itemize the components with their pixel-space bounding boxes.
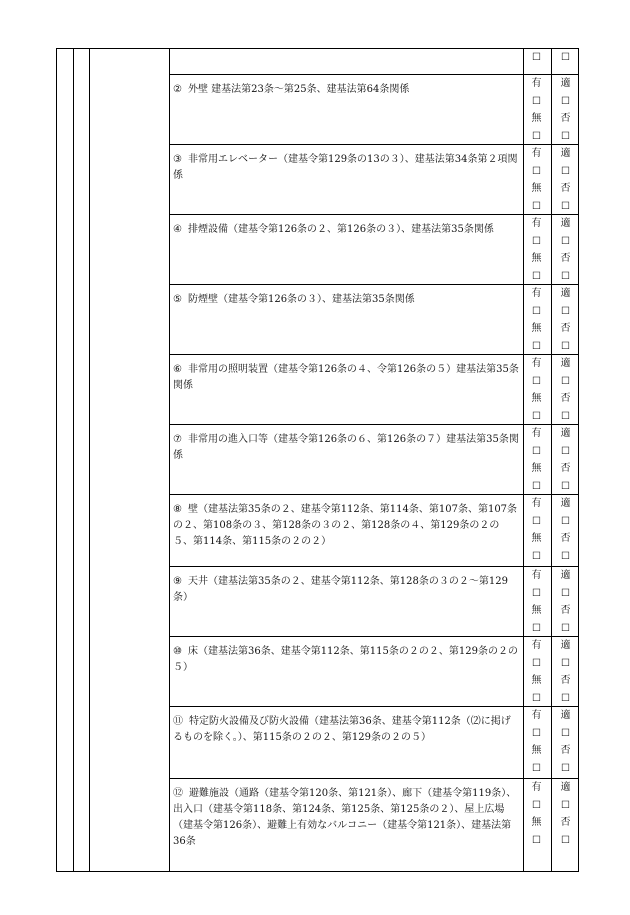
checkbox[interactable]: ☐ [532,762,541,774]
item-number: ③ [173,154,182,165]
compliance-column [553,75,578,144]
presence-column [524,567,549,636]
table-row [169,567,579,637]
item-description [173,502,519,550]
table-row [169,145,579,215]
check-label: 有 [531,570,542,581]
check-label: 有 [531,148,542,159]
check-label: 否 [560,183,571,194]
checkbox[interactable]: ☐ [532,834,541,846]
item-text: 非常用の照明装置（建基令第126条の４、令第126条の５）建基法第35条関係 [173,364,519,391]
checkbox[interactable]: ☐ [532,410,541,422]
check-label: 無 [531,393,542,404]
checkbox[interactable]: ☐ [561,235,570,247]
check-label: 適 [560,358,571,369]
checkbox[interactable]: ☐ [561,165,570,177]
checkbox[interactable]: ☐ [532,95,541,107]
item-number: ⑫ [173,788,183,799]
presence-column [524,355,549,424]
check-label: 否 [560,817,571,828]
presence-column [524,707,549,778]
checkbox[interactable]: ☐ [561,799,570,811]
checkbox[interactable]: ☐ [532,305,541,317]
checkbox[interactable]: ☐ [561,834,570,846]
table-row [169,707,579,779]
checkbox[interactable]: ☐ [561,375,570,387]
checkbox[interactable]: ☐ [532,165,541,177]
checkbox[interactable]: ☐ [532,587,541,599]
item-number: ⑧ [173,504,182,515]
checkbox[interactable]: ☐ [561,515,570,527]
table-row [169,637,579,707]
item-description [173,292,519,308]
item-description [173,714,519,746]
item-text: 非常用エレベーター（建基令第129条の13の３）、建基法第34条第２項関係 [173,154,518,181]
item-number: ⑥ [173,364,182,375]
checkbox[interactable]: ☐ [561,130,570,142]
checkbox[interactable]: ☐ [532,130,541,142]
check-label: 適 [560,782,571,793]
item-text: 防煙壁（建基令第126条の３）、建基法第35条関係 [187,294,415,305]
table-row [169,215,579,285]
item-description [173,222,519,238]
presence-column [524,637,549,706]
check-label: 否 [560,533,571,544]
compliance-column [553,49,578,74]
compliance-column [553,215,578,284]
presence-column [524,779,549,853]
checkbox[interactable]: ☐ [532,550,541,562]
item-text: 排煙設備（建基令第126条の２、第126条の３）、建基法第35条関係 [187,224,494,235]
presence-column [524,495,549,566]
check-label: 無 [531,183,542,194]
check-label: 適 [560,148,571,159]
check-label: 無 [531,463,542,474]
presence-column [524,285,549,354]
presence-column [524,215,549,284]
checkbox[interactable]: ☐ [532,200,541,212]
check-label: 有 [531,218,542,229]
check-label: 無 [531,745,542,756]
compliance-column [553,495,578,566]
item-text: 壁（建基法第35条の２、建基令第112条、第114条、第107条、第107条の２、第108条の３、第128条の３の２、第128条の４、第129条の２の５、第114条、第115条の２の２） [173,504,518,547]
item-text: 避難施設（通路（建基令第120条、第121条）、廊下（建基令第119条）、出入口（建基令第118条、第124条、第125条、第125条の２）、屋上広場（建基令第126条）、避難上有効なバルコニー（建基令第121条）、建基法第36条 [173,788,517,847]
table-row [169,425,579,495]
checkbox[interactable]: ☐ [561,622,570,634]
check-label: 無 [531,675,542,686]
checkbox[interactable]: ☐ [532,692,541,704]
check-label: 無 [531,253,542,264]
compliance-column [553,425,578,494]
item-description [173,574,519,606]
check-label: 無 [531,323,542,334]
check-label: 有 [531,288,542,299]
check-label: 否 [560,745,571,756]
check-label: 否 [560,675,571,686]
check-label: 有 [531,498,542,509]
presence-column [524,425,549,494]
presence-column [524,145,549,214]
item-number: ② [173,84,182,95]
checkbox[interactable]: ☐ [561,410,570,422]
checkbox[interactable]: ☐ [561,52,570,63]
presence-column [524,75,549,144]
column-divider [89,49,90,871]
check-label: 有 [531,428,542,439]
table-row [169,355,579,425]
compliance-column [553,355,578,424]
table-row [169,49,579,75]
compliance-column [553,707,578,778]
item-description [173,362,519,394]
checkbox[interactable]: ☐ [532,657,541,669]
checkbox[interactable]: ☐ [561,95,570,107]
checkbox[interactable]: ☐ [532,52,541,63]
item-number: ⑩ [173,646,182,657]
checkbox[interactable]: ☐ [561,480,570,492]
checkbox[interactable]: ☐ [532,727,541,739]
check-label: 無 [531,533,542,544]
checkbox[interactable]: ☐ [532,445,541,457]
check-label: 適 [560,428,571,439]
check-label: 適 [560,570,571,581]
checkbox[interactable]: ☐ [532,799,541,811]
compliance-column [553,145,578,214]
check-label: 否 [560,113,571,124]
checkbox[interactable]: ☐ [561,445,570,457]
item-text: 外壁 建基法第23条〜第25条、建基法第64条関係 [187,84,410,95]
presence-column [524,49,549,74]
check-label: 有 [531,78,542,89]
check-label: 否 [560,323,571,334]
checkbox[interactable]: ☐ [532,340,541,352]
checkbox[interactable]: ☐ [561,305,570,317]
checkbox[interactable]: ☐ [561,270,570,282]
item-text: 非常用の進入口等（建基令第126条の６、第126条の７）建基法第35条関係 [173,434,519,461]
item-description [173,82,519,98]
check-label: 有 [531,782,542,793]
compliance-column [553,285,578,354]
checkbox[interactable]: ☐ [561,340,570,352]
checkbox[interactable]: ☐ [561,550,570,562]
check-label: 適 [560,218,571,229]
check-label: 有 [531,710,542,721]
item-description [173,644,519,676]
checkbox[interactable]: ☐ [561,657,570,669]
compliance-column [553,779,578,853]
table-row [169,285,579,355]
check-label: 否 [560,605,571,616]
checkbox[interactable]: ☐ [532,375,541,387]
item-text: 床（建基法第36条、建基令第112条、第115条の２の２、第129条の２の５） [173,646,518,673]
check-label: 適 [560,498,571,509]
checkbox[interactable]: ☐ [532,622,541,634]
check-label: 否 [560,463,571,474]
check-label: 無 [531,113,542,124]
table-row [169,779,579,853]
table-row [169,75,579,145]
checkbox[interactable]: ☐ [561,200,570,212]
check-label: 適 [560,288,571,299]
checkbox[interactable]: ☐ [532,235,541,247]
check-label: 無 [531,817,542,828]
item-description [173,152,519,184]
check-label: 適 [560,78,571,89]
compliance-column [553,567,578,636]
check-label: 有 [531,358,542,369]
checklist-table [56,48,579,872]
check-label: 否 [560,253,571,264]
item-number: ⑪ [173,716,183,727]
item-text: 特定防火設備及び防火設備（建基法第36条、建基令第112条（⑵に掲げるものを除く。）、第115条の２の２、第129条の２の５） [173,716,511,743]
check-label: 適 [560,710,571,721]
item-description [173,786,519,850]
item-number: ⑦ [173,434,182,445]
check-label: 否 [560,393,571,404]
checkbox[interactable]: ☐ [561,727,570,739]
item-text: 天井（建基法第35条の２、建基令第112条、第128条の３の２〜第129条） [173,576,508,603]
checkbox[interactable]: ☐ [561,692,570,704]
table-row [169,495,579,567]
item-number: ⑨ [173,576,182,587]
checkbox[interactable]: ☐ [532,270,541,282]
checkbox[interactable]: ☐ [561,587,570,599]
column-divider [73,49,74,871]
item-description [173,432,519,464]
check-label: 無 [531,605,542,616]
checkbox[interactable]: ☐ [561,762,570,774]
check-label: 適 [560,640,571,651]
check-label: 有 [531,640,542,651]
item-number: ⑤ [173,294,182,305]
item-number: ④ [173,224,182,235]
checkbox[interactable]: ☐ [532,480,541,492]
compliance-column [553,637,578,706]
checkbox[interactable]: ☐ [532,515,541,527]
